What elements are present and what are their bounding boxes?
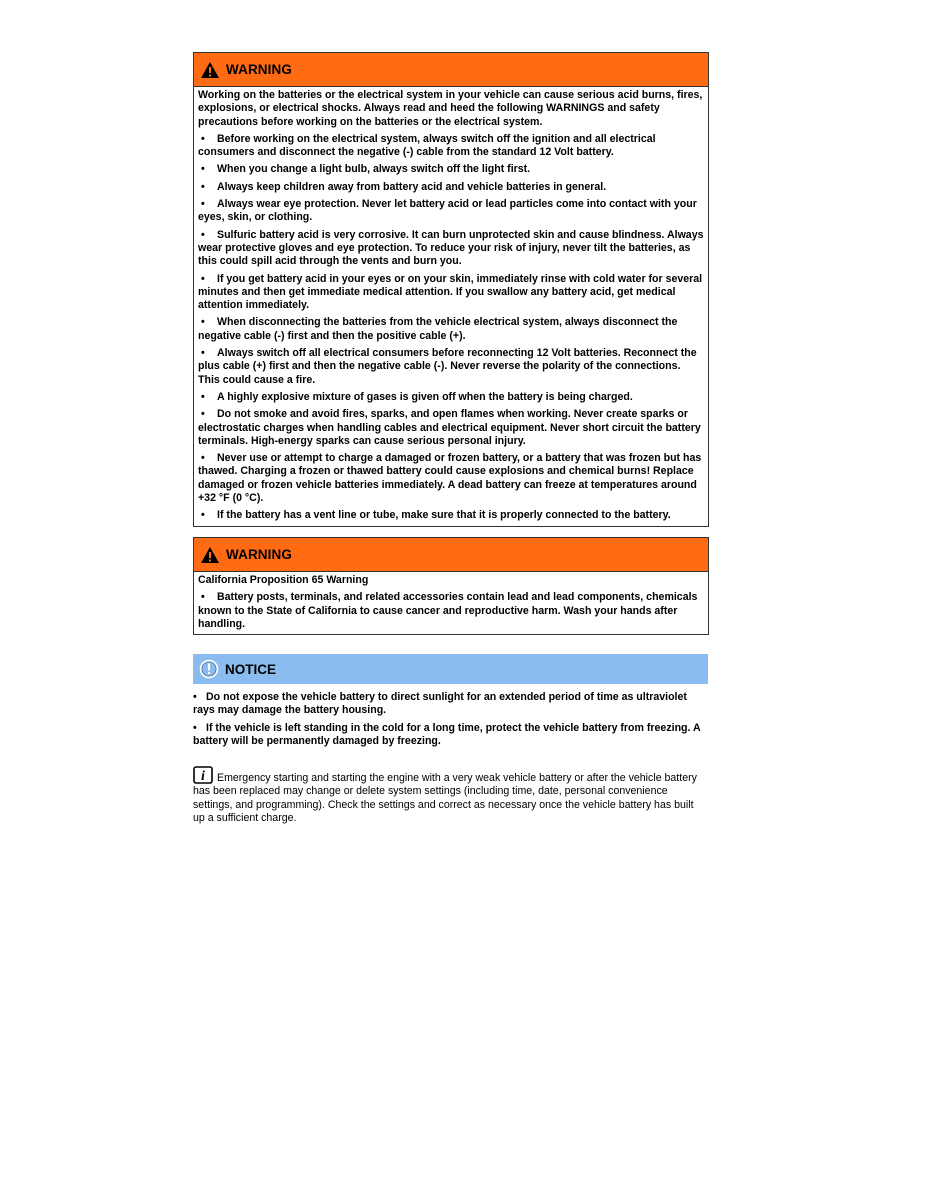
warning-item: • Battery posts, terminals, and related accessories contain lead and lead components, chemicals known to the State of California to cause cancer and reproductive harm. Wash your hands after handling.: [198, 591, 698, 630]
notice-item: • If the vehicle is left standing in the cold for a long time, protect the vehicle battery from freezing. A battery will be permanently damaged by freezing.: [193, 721, 701, 747]
warning-intro: Working on the batteries or the electrical system in your vehicle can cause serious acid burns, fires, explosions, or electrical shocks. Always read and heed the following WARNINGS and safety precautions before working on the batteries or the electrical system.: [198, 89, 703, 128]
warning-item: • Before working on the electrical system, always switch off the ignition and all electrical consumers and disconnect the negative (-) cable from the standard 12 Volt battery.: [198, 132, 656, 159]
warning-item: • Do not smoke and avoid fires, sparks, and open flames when working. Never create sparks or electrostatic charges when handling cables and electrical equipment. Never short circuit the battery terminals. High-energy sparks can cause serious personal injury.: [198, 408, 701, 447]
warning-item: • When disconnecting the batteries from the vehicle electrical system, always disconnect the negative cable (-) first and then the positive cable (+).: [198, 316, 678, 342]
prop65-warning-box: [193, 537, 709, 635]
svg-text:i: i: [201, 769, 205, 784]
warning-header: [194, 538, 708, 572]
warning-item: • Always switch off all electrical consumers before reconnecting 12 Volt batteries. Reconnect the plus cable (+) first and then the negative cable (-). Never reverse the polarity of the connections. This could cause a fire.: [198, 347, 697, 386]
exclamation-circle-icon: [199, 659, 219, 679]
info-note: [193, 766, 708, 825]
info-text: Emergency starting and starting the engine with a very weak vehicle battery or after the vehicle battery has been replaced may change or delete system settings (including time, date, personal convenience settings, and programming). Check the settings and correct as necessary once the vehicle battery has built up a sufficient charge.: [193, 772, 697, 824]
warning-item: • When you change a light bulb, always switch off the light first.: [201, 163, 531, 176]
warning-header: [194, 53, 708, 87]
warning-item: • Sulfuric battery acid is very corrosive. It can burn unprotected skin and cause blindness. Always wear protective gloves and eye protection. To reduce your risk of injury, never tilt the batteries, as this could spill acid through the vents and burn you.: [198, 228, 704, 268]
warning-triangle-icon: [200, 546, 220, 564]
notice-body: [193, 691, 708, 748]
warning-body: [194, 87, 708, 526]
warning-item: • Never use or attempt to charge a damaged or frozen battery, or a battery that was frozen but has thawed. Charging a frozen or thawed battery could cause explosions and chemical burns! Replace damaged or frozen vehicle batteries immediately. A dead battery can freeze at temperatures around +32 °F (0 °C).: [198, 452, 702, 505]
warning-triangle-icon: [200, 61, 220, 79]
info-icon: [193, 766, 213, 784]
warning-body: [194, 572, 708, 634]
warning-title: WARNING: [226, 547, 292, 562]
warning-title: WARNING: [226, 62, 292, 77]
battery-warning-box: [193, 52, 709, 527]
notice-title: NOTICE: [225, 661, 277, 677]
warning-item: • If the battery has a vent line or tube, make sure that it is properly connected to the battery.: [201, 509, 671, 522]
warning-item: • Always keep children away from battery acid and vehicle batteries in general.: [201, 180, 607, 193]
warning-item: • Always wear eye protection. Never let battery acid or lead particles come into contact with your eyes, skin, or clothing.: [198, 198, 697, 224]
notice-item: • Do not expose the vehicle battery to direct sunlight for an extended period of time as ultraviolet rays may damage the battery housing.: [193, 691, 687, 717]
warning-intro: California Proposition 65 Warning: [198, 574, 369, 586]
warning-item: • If you get battery acid in your eyes or on your skin, immediately rinse with cold water for several minutes and then get immediate medical attention. If you swallow any battery acid, get medical attention immediately.: [198, 272, 703, 312]
notice-header: [193, 654, 708, 684]
warning-item: • A highly explosive mixture of gases is given off when the battery is being charged.: [201, 390, 633, 403]
